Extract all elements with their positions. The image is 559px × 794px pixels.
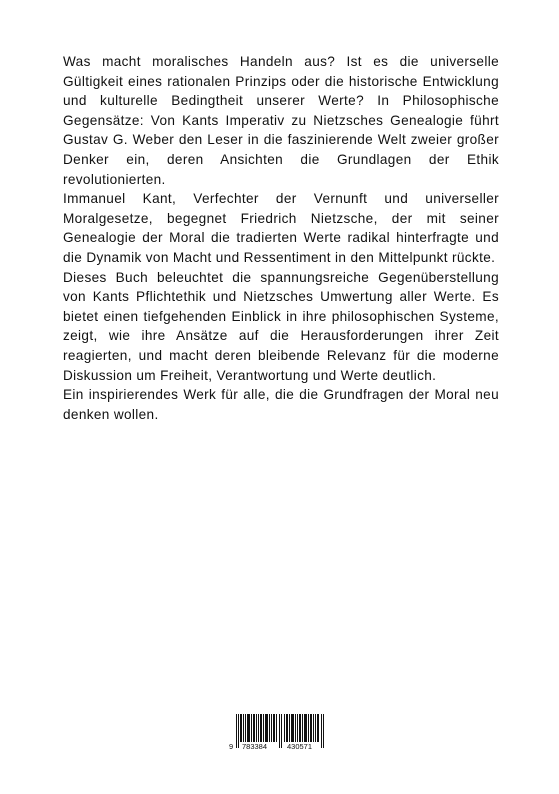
blurb-paragraph-4: Ein inspirierendes Werk für alle, die die Grundfragen der Moral neu denken wollen. [63,387,499,422]
barcode-digits [228,742,332,752]
barcode-right-digits: 430571 [287,742,313,751]
blurb-paragraph-3: Dieses Buch beleuchtet die spannungsreiche Gegenüberstellung von Kants Pflichtethik und Nietzsches Umwertung aller Werte. Es bietet einen tiefgehenden Einblick in ihre philosophischen Systeme, zeigt, wie ihre Ansätze auf die Herausforderungen ihrer Zeit reagierten, und macht deren bleibende Relevanz für die moderne Diskussion um Freiheit, Verantwortung und Werte deutlich. [63,269,499,383]
blurb-paragraph-2: Immanuel Kant, Verfechter der Vernunft und universeller Moralgesetze, begegnet Friedrich Nietzsche, der mit seiner Genealogie der Moral die tradierten Werte radikal hinterfragte und die Dynamik von Macht und Ressentiment in den Mittelpunkt rückte. [63,191,499,265]
isbn-barcode [228,714,332,752]
barcode-left-digits: 783384 [242,742,268,751]
blurb-paragraph-1: Was macht moralisches Handeln aus? Ist es die universelle Gültigkeit eines rationalen Prinzips oder die historische Entwicklung und kulturelle Bedingtheit unserer Werte? In Philosophische Gegensätze: Von Kants Imperativ zu Nietzsches Genealogie führt Gustav G. Weber den Leser in die faszinierende Welt zweier großer Denker ein, deren Ansichten die Grundlagen der Ethik revolutionierten. [63,54,499,187]
barcode-first-digit: 9 [229,742,234,751]
back-cover-blurb [63,52,499,424]
